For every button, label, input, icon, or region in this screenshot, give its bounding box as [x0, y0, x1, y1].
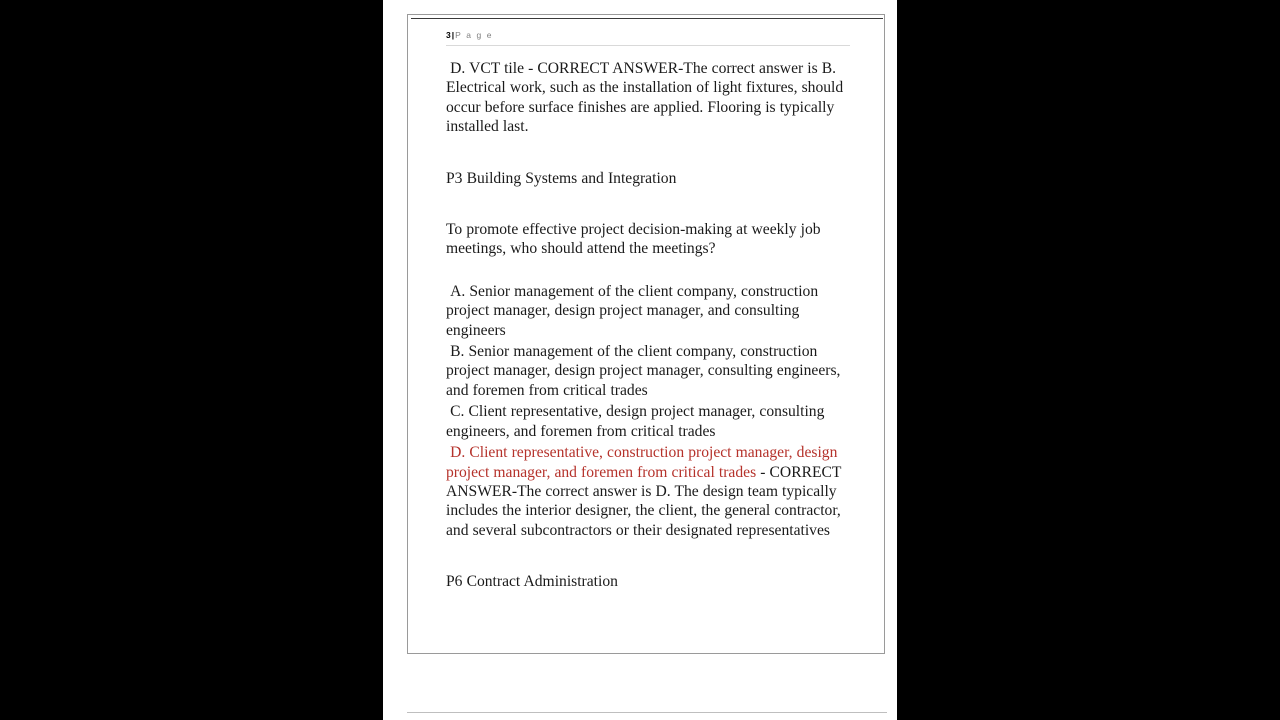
option-c: C. Client representative, design project manager, consulting engineers, and foremen from critical trades — [446, 403, 829, 440]
option-b: B. Senior management of the client company, construction project manager, design project manager, consulting engineers, and foremen from critical trades — [446, 343, 845, 399]
answer-explanation-vct: D. VCT tile - CORRECT ANSWER-The correct answer is B. Electrical work, such as the installation of light fixtures, should occur before surface finishes are applied. Flooring is typically installed last. — [446, 60, 848, 136]
section-heading-p6: P6 Contract Administration — [446, 573, 618, 591]
page-header-separator: | — [451, 30, 455, 40]
page-header — [446, 30, 850, 46]
option-d-highlight: D. Client representative, construction project manager, design project manager, and foremen from critical trades — [446, 444, 842, 481]
document-body — [446, 59, 852, 592]
page-header-text — [446, 30, 850, 41]
page-number: 3 — [446, 30, 451, 40]
option-d-answer: - CORRECT ANSWER-The correct answer is D. The design team typically includes the interior designer, the client, the general contractor, and several subcontractors or their designated representatives — [446, 463, 845, 539]
section-heading-p3: P3 Building Systems and Integration — [446, 169, 677, 187]
paragraph-gap — [446, 137, 852, 169]
letterbox-bar-left — [0, 0, 383, 720]
page-top-divider — [411, 18, 883, 19]
paragraph-gap — [446, 540, 852, 572]
option-d-with-answer — [446, 443, 852, 540]
paragraph-gap — [446, 259, 852, 282]
question-prompt: To promote effective project decision-making at weekly job meetings, who should attend the meetings? — [446, 221, 825, 258]
option-a: A. Senior management of the client company, construction project manager, design project manager, and consulting engineers — [446, 282, 823, 339]
letterbox-bar-right — [897, 0, 1280, 720]
page-header-divider — [446, 45, 850, 46]
document-page-3 — [407, 14, 885, 654]
paragraph-gap — [446, 188, 852, 220]
next-page-top-divider — [407, 712, 887, 713]
page-header-label: P a g e — [455, 30, 494, 40]
document-viewport[interactable] — [383, 0, 897, 720]
